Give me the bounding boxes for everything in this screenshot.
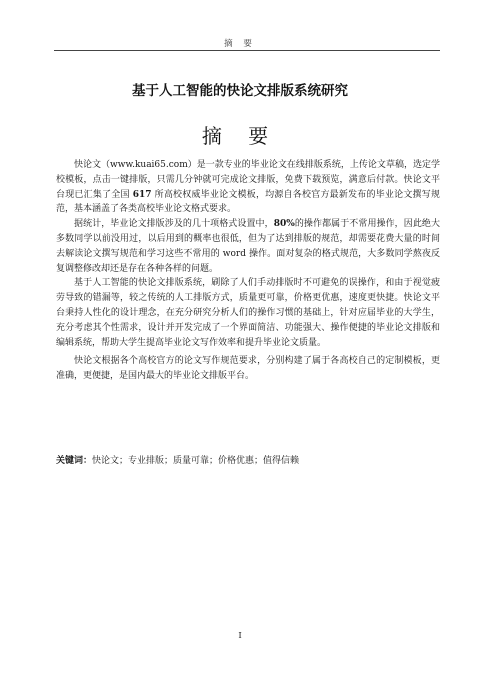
keywords-line: [56, 454, 440, 468]
running-header: 摘 要: [224, 39, 256, 49]
abstract-paragraph-1: [56, 158, 440, 217]
keywords-text: 快论文；专业排版；质量可靠；价格优惠；值得信赖: [92, 456, 300, 466]
school-count: 617: [132, 189, 152, 200]
abstract-heading: 摘 要: [201, 124, 279, 148]
abstract-paragraph-3: [56, 276, 440, 350]
abstract-body: [56, 158, 440, 384]
abstract-paragraph-2: [56, 217, 440, 276]
paragraph-text: 所高校权威毕业论文模板，均源自各校官方最新发布的毕业论文撰写规范，基本涵盖了各类高校毕业论文格式要求。: [56, 189, 440, 215]
header-rule: [54, 50, 440, 51]
paragraph-text: 的操作都属于不常用操作，因此绝大多数同学以前没用过，以后用到的概率也很低，但为了达到排版的规范，却需要花费大量的时间去解读论文撰写规范和学习这些不常用的 word 操作。面对复杂的格式规范，大多数同学熬夜反复调整修改却还是存在各种各样的问题。: [56, 219, 440, 274]
page-number: I: [238, 631, 242, 641]
paragraph-text: 快论文根据各个高校官方的论文写作规范要求，分别构建了属于各高校自己的定制模板，更准确，更便捷，是国内最大的毕业论文排版平台。: [56, 356, 440, 382]
paragraph-text: 快论文（www.kuai65.com）是一款专业的毕业论文在线排版系统，上传论文草稿，选定学校模板，点击一键排版，只需几分钟就可完成论文排版，免费下载预览，满意后付款。快论文平台现已汇集了全国: [56, 160, 440, 200]
paragraph-text: 据统计，毕业论文排版涉及的几十项格式设置中，: [74, 219, 274, 230]
abstract-paragraph-4: [56, 354, 440, 384]
paragraph-text: 基于人工智能的快论文排版系统，刷除了人们手动排版时不可避免的误操作，和由于视觉疲劳导致的错漏等，较之传统的人工排版方式，质量更可靠，价格更优惠，速度更快捷。快论文平台秉持人性化的设计理念，在充分研究分析人们的操作习惯的基础上，针对应届毕业的大学生，充分考虑其个性需求，设计并开发完成了一个界面简洁、功能强大、操作便捷的毕业论文排版和编辑系统，帮助大学生提高毕业论文写作效率和提升毕业论文质量。: [56, 278, 440, 348]
percentage-figure: 80%: [273, 219, 295, 230]
document-title: 基于人工智能的快论文排版系统研究: [132, 83, 348, 99]
keywords-label: 关键词：: [56, 456, 93, 466]
